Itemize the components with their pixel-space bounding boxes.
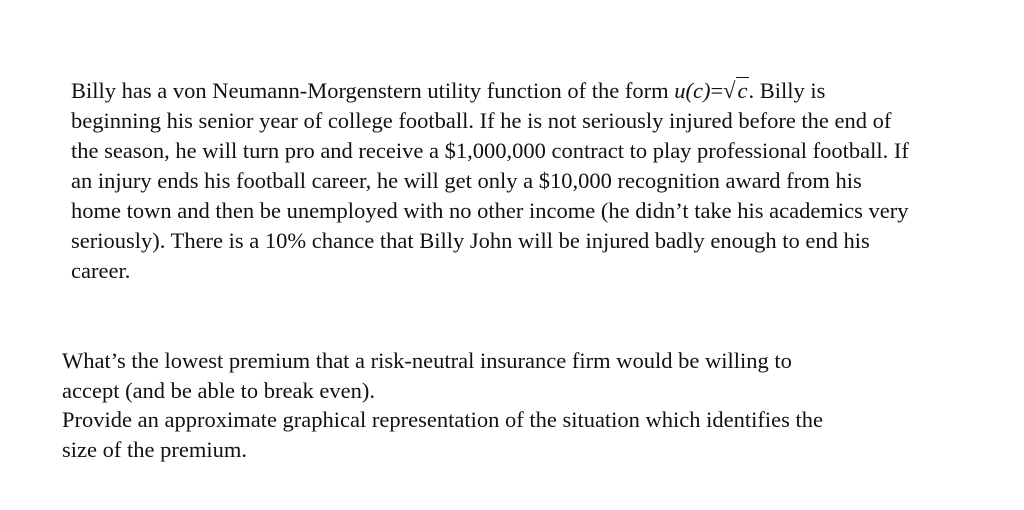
problem-line-1 bbox=[71, 76, 1024, 106]
utility-formula-lhs: u(c) bbox=[674, 78, 711, 103]
problem-line-5: home town and then be unemployed with no other income (he didn’t take his academics very bbox=[71, 198, 909, 223]
question-line-1: What’s the lowest premium that a risk-neutral insurance firm would be willing to bbox=[62, 348, 792, 373]
question-line-4: size of the premium. bbox=[62, 436, 247, 462]
problem-line-1-text: Billy has a von Neumann-Morgenstern utility function of the form bbox=[71, 78, 675, 103]
problem-line-6: seriously). There is a 10% chance that Billy John will be injured badly enough to end his bbox=[71, 228, 870, 253]
question-line-2: accept (and be able to break even). bbox=[62, 377, 375, 403]
problem-line-7: career. bbox=[71, 258, 131, 283]
problem-line-3: the season, he will turn pro and receive a $1,000,000 contract to play professional football. If bbox=[71, 138, 909, 163]
problem-line-4: an injury ends his football career, he will get only a $10,000 recognition award from his bbox=[71, 168, 862, 193]
utility-formula-equals: = bbox=[710, 78, 724, 103]
problem-line-2: beginning his senior year of college football. If he is not seriously injured before the end of bbox=[71, 108, 892, 133]
problem-line-1-tail: . Billy is bbox=[748, 78, 826, 103]
sqrt-icon: √ bbox=[723, 78, 736, 103]
question-line-3: Provide an approximate graphical representation of the situation which identifies the bbox=[62, 407, 824, 432]
problem-statement bbox=[71, 76, 1024, 286]
utility-formula-radicand: c bbox=[737, 78, 748, 103]
question-block bbox=[62, 346, 1012, 464]
